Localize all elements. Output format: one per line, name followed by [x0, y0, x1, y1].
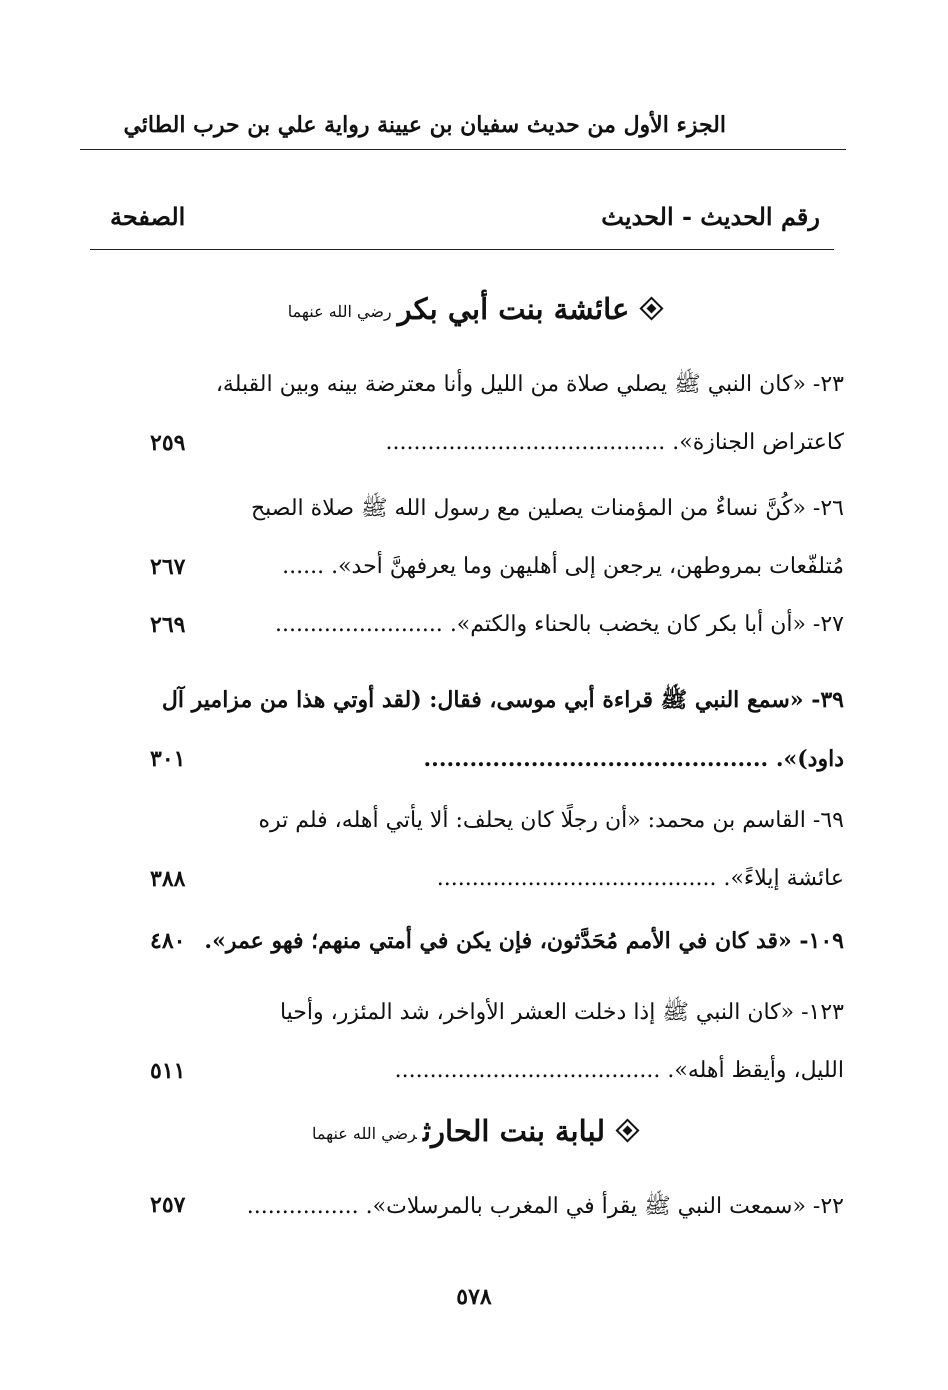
entry-line: عائشة إيلاءً». ........................................ [436, 866, 844, 891]
honorific-text: رضي الله عنهما [311, 1123, 417, 1143]
section-heading-lubaba [0, 1114, 948, 1148]
column-heading-hadith: رقم الحديث - الحديث [601, 202, 820, 231]
entry-line: داود)». ............................................. [423, 746, 844, 772]
diamond-bullet-icon [640, 296, 664, 320]
entry-line: كاعتراض الجنازة». ........................................ [385, 430, 844, 455]
page-reference: ٣٨٨ [150, 866, 186, 892]
entry-line: ٢٣- «كان النبي ﷺ يصلي صلاة من الليل وأنا معترضة بينه وبين القبلة، [215, 372, 844, 397]
column-heading-rule [90, 249, 834, 250]
running-title: الجزء الأول من حديث سفيان بن عيينة رواية علي بن حرب الطائي [123, 112, 726, 138]
column-heading-page: الصفحة [110, 202, 186, 231]
page-number: ٥٧٨ [456, 1284, 492, 1310]
entry-line: ٢٦- «كُنَّ نساءٌ من المؤمنات يصلين مع رسول الله ﷺ صلاة الصبح [250, 496, 844, 521]
entry-line: ٢٢- «سمعت النبي ﷺ يقرأ في المغرب بالمرسلات». ................ [246, 1194, 844, 1219]
page-reference: ٢٥٧ [150, 1192, 186, 1218]
diamond-bullet-icon [616, 1118, 640, 1142]
page-reference: ٤٨٠ [150, 928, 186, 954]
entry-line: الليل، وأيقظ أهله». ...................................... [394, 1058, 844, 1083]
page-reference: ٢٦٧ [150, 554, 186, 580]
section-heading-aisha [0, 292, 948, 326]
page-reference: ٢٥٩ [150, 430, 186, 456]
page-reference: ٥١١ [150, 1058, 186, 1084]
entry-line: ٣٩- «سمع النبي ﷺ قراءة أبي موسى، فقال: (لقد أوتي هذا من مزامير آل [161, 687, 844, 713]
section-title: لبابة بنت الحارث [422, 1114, 606, 1148]
entry-line: ٦٩- القاسم بن محمد: «أن رجلًا كان يحلف: ألا يأتي أهله، فلم تره [258, 808, 844, 833]
entry-line: مُتلفّعات بمروطهن، يرجعن إلى أهليهن وما يعرفهنَّ أحد». ...... [282, 554, 844, 579]
section-title: عائشة بنت أبي بكر [397, 292, 630, 326]
honorific-text: رضي الله عنهما [287, 301, 392, 321]
entry-line: ١٠٩- «قد كان في الأمم مُحَدَّثون، فإن يكن في أمتي منهم؛ فهو عمر». [204, 928, 844, 954]
page-reference: ٢٦٩ [150, 612, 186, 638]
page-reference: ٣٠١ [150, 746, 186, 772]
header-rule [80, 149, 846, 150]
entry-line: ١٢٣- «كان النبي ﷺ إذا دخلت العشر الأواخر، شد المئزر، وأحيا [279, 1000, 844, 1025]
entry-line: ٢٧- «أن أبا بكر كان يخضب بالحناء والكتم». ........................ [274, 612, 844, 637]
